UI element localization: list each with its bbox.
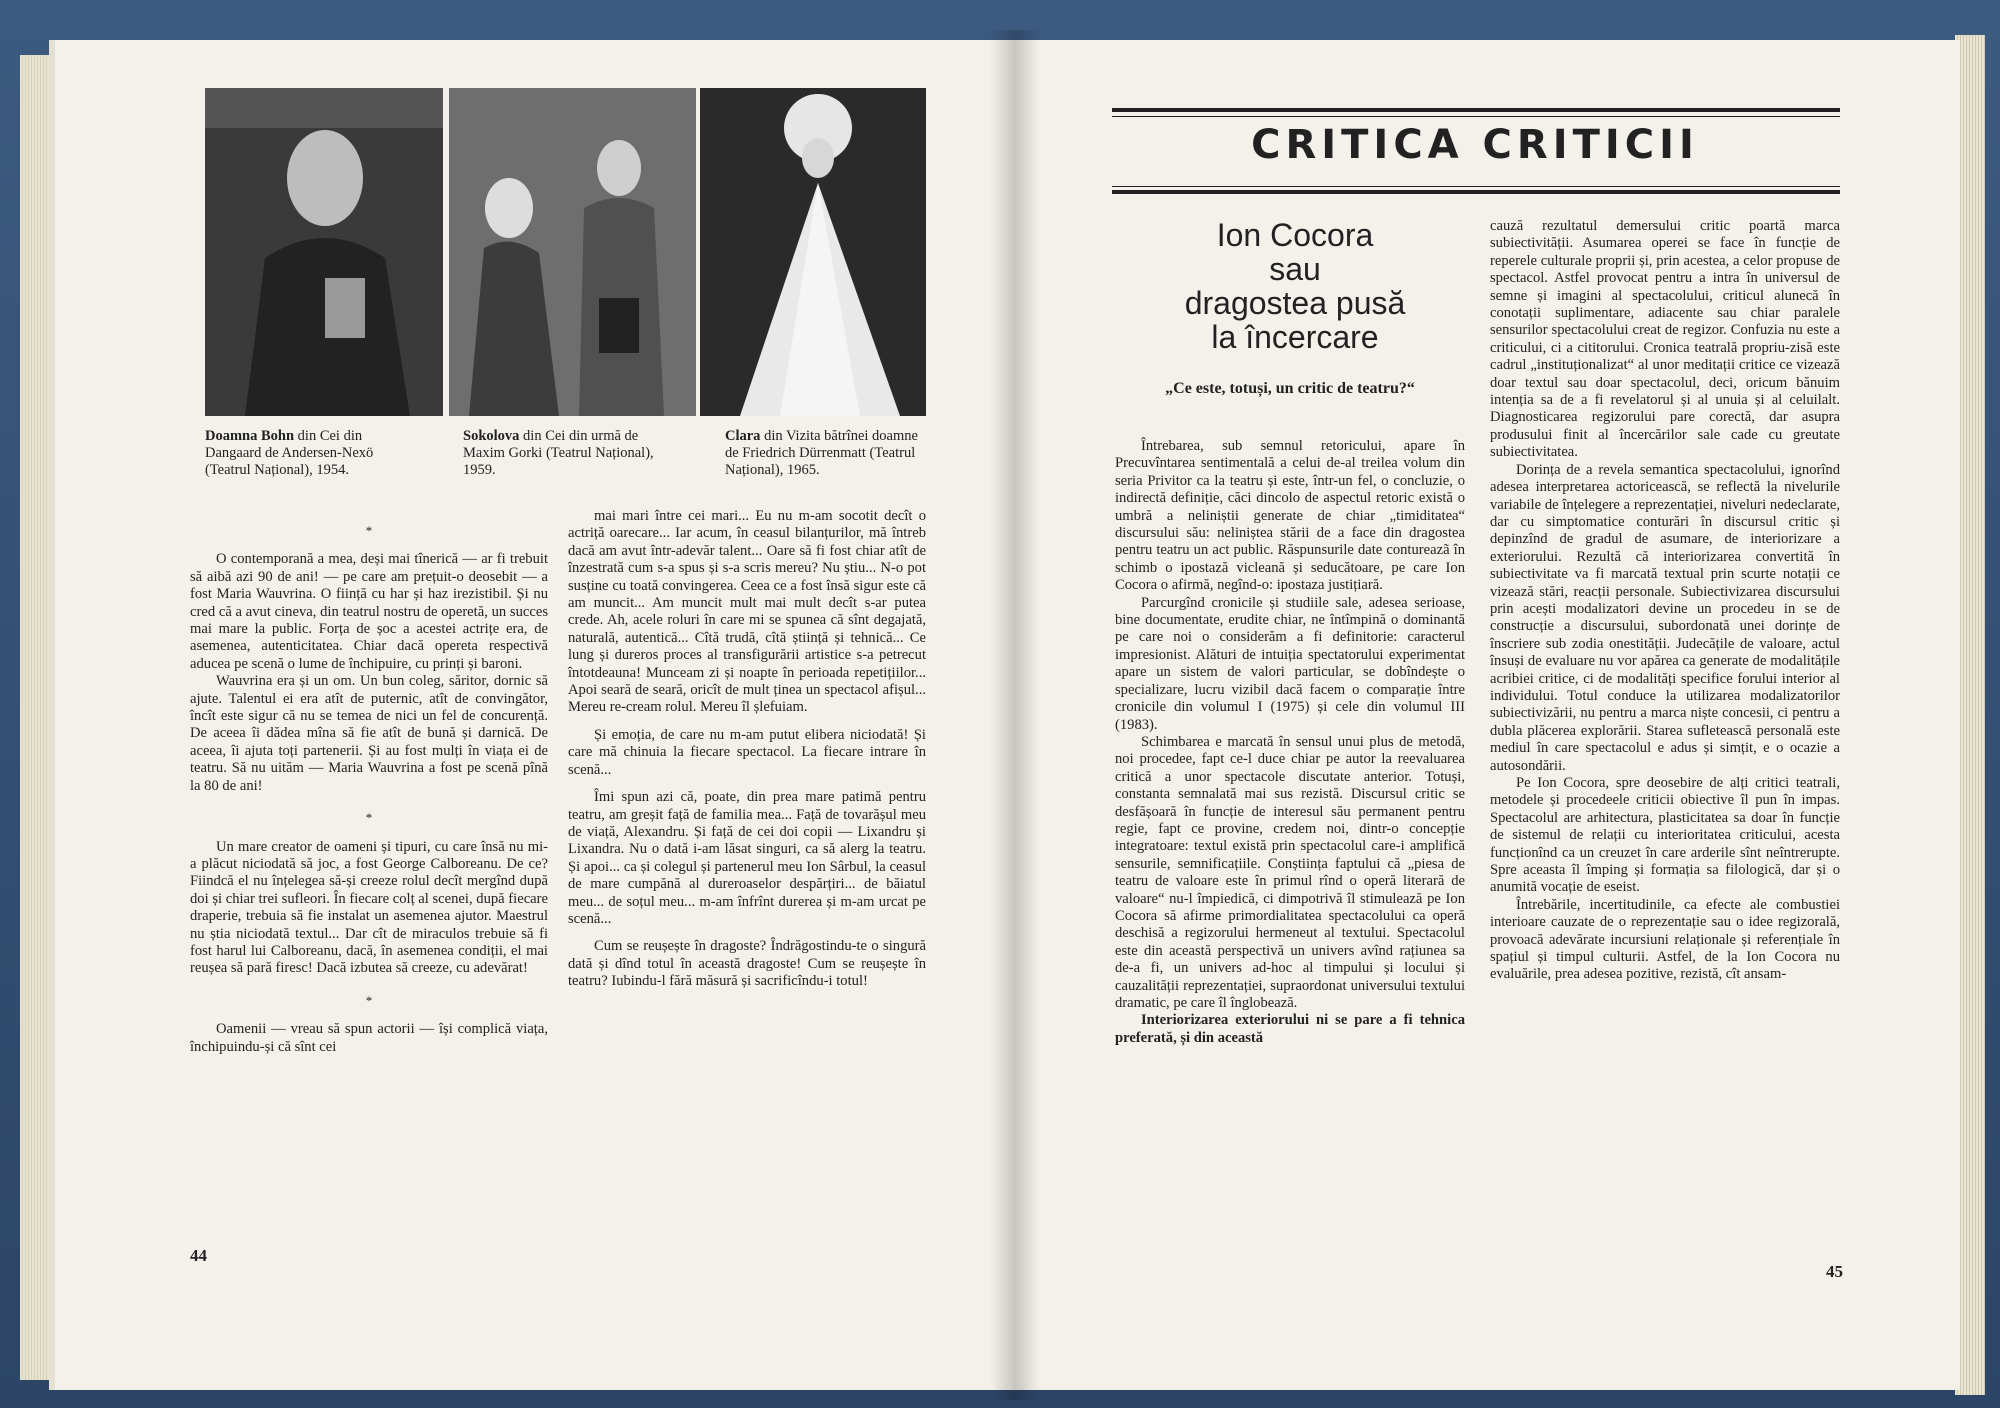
caption-1-text: din Cei din Dangaard de Andersen-Nexö (Teatrul Național), 1954. bbox=[205, 428, 374, 478]
heading-rule-top-thin bbox=[1112, 116, 1840, 117]
section-heading: CRITICA CRITICII bbox=[1251, 122, 1699, 168]
section-star: * bbox=[365, 523, 373, 538]
paragraph: Îmi spun azi că, poate, din prea mare patimă pentru teatru, am greșit față de familia mea... Față de tovarășul meu de viață, Alexandru. Și față de cei doi copii — Lixandru și Lixandra. Nu o dată i-am lăsat singuri, ca să alerg la teatru. Și apoi... ca și colegul și partenerul meu Ion Sârbul, la ceasul de mare cumpănă al dureroaselor despărțiri... de băiatul meu... de soțul meu... m-am înfrînt durerea și m-am urcat pe scenă... bbox=[568, 789, 926, 927]
paragraph: Oamenii — vreau să spun actorii — își complică viața, închipuindu-și că sînt cei bbox=[190, 1021, 548, 1055]
paragraph: cauză rezultatul demersului critic poartă marca subiectivității. Asumarea operei se face în funcție de reperele culturale proprii și, prin acestea, a celor propuse de spectacol. Astfel provocat pentru a intra în universul de semne și imagini al spectacolului, criticul alunecă în conotații suplimentare, adiacente sau chiar paralele sensurilor spectacolului creat de regizor. Confuzia nu este a criticului, ci a cititorului. Cronica teatrală propriu-zisă este cadrul „instituționalizat“ al unor meditații critice ce vizează doar textul sau doar spectacolul, deci, oricum bănuim intenția sa de a fi revelatorul și al unuia și al celuilalt. Diagnosticarea regizorului pare corectă, dar asupra produsului finit al încercărilor sale cade cu greutate subiectivitatea. bbox=[1490, 218, 1840, 461]
article-title bbox=[1150, 218, 1440, 354]
paragraph: Dorința de a revela semantica spectacolului, ignorînd adesea interpretarea actoricească, se reflectă la nivelurile variabile de înțelegere a reprezentației, niveluri nedeclarate, dar cu simptomatice conturări în discursul critic și depinzînd de gradul de asumare, de interiorizare a exteriorului. Rezultă că interiorizarea convertită în subiectivitate va fi marcată textual prin scurte notații ce vizează stări, reacții personale. Subiectivizarea discursului prin acești modalizatori devine un procedeu in se de construcție a discursului, subordonată unei dorințe de înscriere sub zodia onestității. Judecățile de valoare, actul însuși de evaluare nu vor apărea ca generate de modalitățile acribiei critice, ci de modalități specifice forului interior al individului. Totul conduce la utilizarea modalizatorilor subiectivizării, nu pentru a marca niște concesii, ci pentru a dubla plăcerea explorării. Starea sufletească personală este mediul în care spectacolul e adus și simțit, e o ocazie a autosondării. bbox=[1490, 461, 1840, 774]
photo-doamna-bohn bbox=[205, 88, 443, 416]
section-star: * bbox=[365, 810, 373, 826]
paragraph: Întrebarea, sub semnul retoricului, apare în Precuvîntarea sentimentală a celui de-al treilea volum din seria Privitor ca la teatru și este, într-un fel, o concluzie, o indirectă definiție, căci dincolo de aspectul retoric există o umbră a neliniștii generate de chiar „timiditatea“ discursului său: neliniștea stării de a face din dragostea pentru teatru un act public. Răspunsurile date contureazã în schimb o ipostază vicleană și seducătoare, pe care Ion Cocora o afirmă, negînd-o: ipostaza justițiară. bbox=[1115, 438, 1465, 594]
heading-rule-bottom bbox=[1112, 190, 1840, 194]
paragraph: mai mari între cei mari... Eu nu m-am socotit decît o actriță oarecare... Iar acum, în ceasul bilanțurilor, mă întreb dacă am avut într-adevăr talent... Oare să fi fost chiar atît de înzestrată cum s-a spus și s-a scris mereu? Nu știu... N-o pot susține cu toată convingerea. Ceea ce a fost însă sigur este că am muncit... Am muncit mult mai mult decît s-ar putea crede. Ah, acele roluri în care mi se spunea că sînt degajată, naturală, autentică... Cîtă trudă, cîtă știință și tehnică... Ce lung și dureros proces al transfigurării artistice s-a petrecut întotdeauna! Munceam zi și noapte în perioada repetițiilor... Apoi seară de seară, oricît de mult ținea un spectacol afișul... Mereu re-cream rolul. Mereu îl șlefuiam. bbox=[568, 508, 926, 716]
title-line-2: sau bbox=[1269, 251, 1321, 287]
caption-2 bbox=[463, 428, 668, 479]
heading-rule-top bbox=[1112, 108, 1840, 112]
paragraph: Un mare creator de oameni și tipuri, cu care însă nu mi-a plăcut niciodată să joc, a fost George Calboreanu. De ce? Fiindcă el nu înțelegea să-și creeze rolul decît mergînd după doi și chiar trei sufleori. În fiecare colț al scenei, după fiecare draperie, trebuia să fie instalat un asemenea ajutor. Maestrul nu știa niciodată textul... Dar cît de miraculos trebuie să fi fost harul lui Calboreanu, dacă, în asemenea condiții, el mai reușea să pară firesc! Dacă izbutea să creeze, cu adevărat! bbox=[190, 838, 548, 977]
paragraph: Parcurgînd cronicile și studiile sale, adesea serioase, bine documentate, erudite chiar, ne întîmpină o dominantă pe care noi o considerăm a fi definitorie: caracterul impresionist. Alături de intuiția spectatorului experimentat apare un sistem de valori particular, se dobîndește o specializare, lucru vizibil dacă facem o comparație între cronicile din volumul I (1975) și cele din volumul III (1983). bbox=[1115, 594, 1465, 733]
paragraph: Cum se reușește în dragoste? Îndrăgostindu-te o singură dată și dînd totul în această dragoste! Cum se reușește în teatru? Iubindu-l fără măsură și sacrificîndu-i totul! bbox=[568, 938, 926, 990]
page-number-right: 45 bbox=[1826, 1262, 1843, 1281]
right-column-1 bbox=[1115, 438, 1465, 1047]
caption-2-text: din Cei din urmă de Maxim Gorki (Teatrul Național), 1959. bbox=[463, 428, 654, 478]
title-line-3: dragostea pusă bbox=[1184, 285, 1406, 321]
left-column-1 bbox=[190, 508, 548, 1056]
caption-2-name: Sokolova bbox=[463, 428, 520, 444]
photo-clara bbox=[700, 88, 926, 416]
paragraph: O contemporană a mea, deși mai tînerică — ar fi trebuit să aibă azi 90 de ani! — pe care am prețuit-o deosebit — a fost Maria Wauvrina. O ființă cu har și haz irezistibil. Și nu cred că a avut cineva, din teatrul nostru de operetă, un succes mai mare la public. Forța de șoc a acestei actrițe era, de asemenea, autenticitatea. Chiar dacă opereta respectivă aducea pe scenă o lume de închipuire, cu prinți și baroni. bbox=[190, 551, 548, 672]
photo-sokolova bbox=[449, 88, 696, 416]
paragraph: Pe Ion Cocora, spre deosebire de alți critici teatrali, metodele și procedeele criticii obiective îl pun în impas. Spectacolul are arhitectura, plasticitatea sa doar în funcție de sistemul de relații cu interioritatea criticului, acesta funcționînd ca un creuzet în care arderile sînt neîntrerupte. Spre aceasta îl împing și formația sa filologică, dar și o anumită vocație de eseist. bbox=[1490, 775, 1840, 896]
left-column-2 bbox=[568, 508, 926, 991]
paragraph: Întrebările, incertitudinile, ca efecte ale combustiei interioare cauzate de o reprezentație sau o idee regizorală, provoacă adevărate incursiuni relaționale și referențiale în spațiul și timpul culturii. Astfel, de la Ion Cocora nu evaluările, prea adesea pozitive, rezistă, cît ansam- bbox=[1490, 896, 1840, 983]
caption-3-name: Clara bbox=[725, 428, 761, 444]
article-subtitle: „Ce este, totuși, un critic de teatru?“ bbox=[1165, 380, 1415, 397]
paragraph: Wauvrina era și un om. Un bun coleg, săritor, dornic să ajute. Talentul ei era atît de puternic, atît de convingător, încît este sigur că nu se temea de nici un fel de concurență. De aceea îi dădea mîna să fie atît de bună și darnică. De aceea, îi ajuta toți partenerii. Și au fost mulți în viața ei de teatru. Să nu uităm — Maria Wauvrina a fost pe scenă pînă la 80 de ani! bbox=[190, 673, 548, 794]
caption-1-name: Doamna Bohn bbox=[205, 428, 295, 444]
caption-1 bbox=[205, 428, 405, 479]
caption-3 bbox=[725, 428, 925, 479]
section-star: * bbox=[365, 992, 373, 1008]
page-number-left: 44 bbox=[190, 1246, 207, 1265]
title-line-1: Ion Cocora bbox=[1216, 217, 1374, 253]
paragraph: Interiorizarea exteriorului ni se pare a fi tehnica preferată, și din această bbox=[1115, 1012, 1465, 1046]
paragraph: Schimbarea e marcată în sensul unui plus de metodă, noi procedee, fapt ce-l duce chiar pe autor la reevaluarea critică a unor spectacole discutate anterior. Totuși, constanta semnalată mai sus rezistă. Discursul critic se desfășoară în funcție de interesul său permanent pentru regie, fapt ce provine, credem noi, dintr-o concepție integratoare: textul există prin spectacolul care-i amplifică sensurile, semnificațiile. Conștiința faptului că „piesa de teatru de valoare este în primul rînd o operă literară de valoare“ nu-l împiedică, ci dimpotrivă îl stimulează pe Ion Cocora să afirme primordialitatea spectacolului ca operă deschisă a regizorului hermeneut al textului. Spectacolul este din această perspectivă un univers avînd rațiunea sa de-a fi, un univers ad-hoc al timpului și locului și cauzalității reprezentației, supraordonat universului textului dramatic, pe care îl înglobează. bbox=[1115, 733, 1465, 1011]
heading-rule-bottom-thin bbox=[1112, 186, 1840, 187]
caption-3-text: din Vizita bătrînei doamne de Friedrich Dürrenmatt (Teatrul Național), 1965. bbox=[725, 428, 918, 478]
paragraph: Și emoția, de care nu m-am putut elibera niciodată! Și care mă chinuia la fiecare spectacol. La fiecare intrare în scenă... bbox=[568, 726, 926, 778]
page-edges-left bbox=[20, 55, 58, 1380]
right-column-2 bbox=[1490, 218, 1840, 984]
title-line-4: la încercare bbox=[1211, 319, 1379, 355]
